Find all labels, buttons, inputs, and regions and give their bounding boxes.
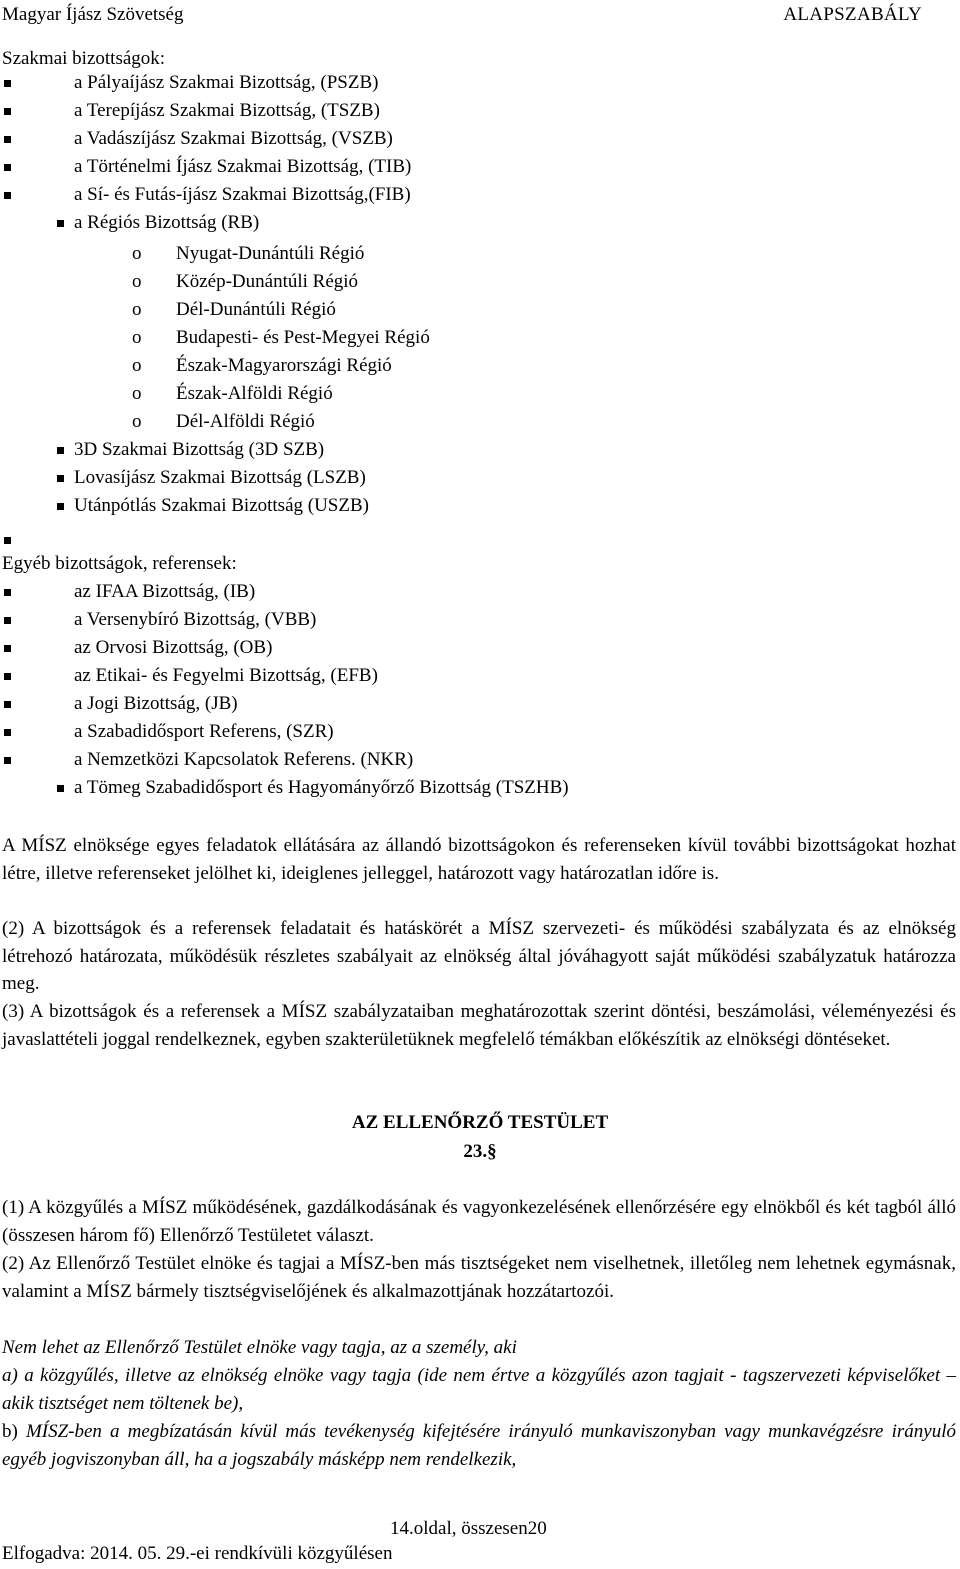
square-bullet-icon xyxy=(4,757,11,764)
list-item: a Tömeg Szabadidősport és Hagyományőrző Bizottság (TSZHB) xyxy=(74,777,569,798)
section-title: AZ ELLENŐRZŐ TESTÜLET xyxy=(351,1112,609,1133)
circle-bullet-icon: o xyxy=(132,299,142,320)
list-item: a Versenybíró Bizottság, (VBB) xyxy=(74,609,317,630)
circle-bullet-icon: o xyxy=(132,243,142,264)
paragraph: (3) A bizottságok és a referensek a MÍSZ szabályzataiban meghatározottak szerint döntési, beszámolási, véleményezési és javaslattételi joggal rendelkeznek, egyben szakterületüknek megfelelő témákban előkészítik az elnökségi döntéseket. xyxy=(2,1001,956,1050)
list-item: a Szabadidősport Referens, (SZR) xyxy=(74,721,334,742)
list-item: Dél-Alföldi Régió xyxy=(176,411,315,432)
list-item: a Sí- és Futás-íjász Szakmai Bizottság,(FIB) xyxy=(74,184,411,205)
square-bullet-icon xyxy=(4,701,11,708)
italic-point-a: a) a közgyűlés, illetve az elnökség elnöke vagy tagja (ide nem értve a közgyűlés azon tagjait - tagszervezeti képviselőket – akik tisztséget nem töltenek be), xyxy=(2,1365,956,1414)
point-b-label: b) xyxy=(2,1421,18,1442)
list-item: a Nemzetközi Kapcsolatok Referens. (NKR) xyxy=(74,749,414,770)
italic-point-b xyxy=(2,1418,956,1473)
paragraph: A MÍSZ elnöksége egyes feladatok ellátására az állandó bizottságokon és referenseken kívül további bizottságokat hozhat létre, illetve referenseket jelölhet ki, ideiglenes jelleggel, határozott vagy határozatlan időre is. xyxy=(2,835,956,884)
square-bullet-icon xyxy=(4,729,11,736)
list-item: Nyugat-Dunántúli Régió xyxy=(176,243,365,264)
square-bullet-icon xyxy=(4,673,11,680)
square-bullet-icon xyxy=(4,537,11,544)
list-item: Közép-Dunántúli Régió xyxy=(176,271,359,292)
list-item: Dél-Dunántúli Régió xyxy=(176,299,336,320)
square-bullet-icon xyxy=(57,503,64,510)
header-organization: Magyar Íjász Szövetség xyxy=(2,4,184,25)
square-bullet-icon xyxy=(4,164,11,171)
square-bullet-icon xyxy=(4,80,11,87)
header-document-title: ALAPSZABÁLY xyxy=(783,4,922,25)
other-committees-title: Egyéb bizottságok, referensek: xyxy=(2,553,237,574)
paragraph: (2) A bizottságok és a referensek feladatait és hatáskörét a MÍSZ szervezeti- és működési szabályzata és az elnökség létrehozó határozata, működésük részletes szabályait az elnökség által jóváhagyott saját működési szabályzatuk határozza meg. xyxy=(2,918,956,995)
circle-bullet-icon: o xyxy=(132,355,142,376)
list-item: Utánpótlás Szakmai Bizottság (USZB) xyxy=(74,495,369,516)
list-item: a Történelmi Íjász Szakmai Bizottság, (TIB) xyxy=(74,156,412,177)
list-item: az IFAA Bizottság, (IB) xyxy=(74,581,256,602)
list-item: a Pályaíjász Szakmai Bizottság, (PSZB) xyxy=(74,72,379,93)
circle-bullet-icon: o xyxy=(132,327,142,348)
professional-committees-title: Szakmai bizottságok: xyxy=(2,48,166,69)
list-item: Észak-Alföldi Régió xyxy=(176,383,333,404)
list-item: Lovasíjász Szakmai Bizottság (LSZB) xyxy=(74,467,366,488)
circle-bullet-icon: o xyxy=(132,271,142,292)
list-item: az Etikai- és Fegyelmi Bizottság, (EFB) xyxy=(74,665,378,686)
list-item: a Vadászíjász Szakmai Bizottság, (VSZB) xyxy=(74,128,393,149)
square-bullet-icon xyxy=(4,589,11,596)
square-bullet-icon xyxy=(57,475,64,482)
list-item: a Jogi Bizottság, (JB) xyxy=(74,693,238,714)
circle-bullet-icon: o xyxy=(132,383,142,404)
square-bullet-icon xyxy=(4,136,11,143)
square-bullet-icon xyxy=(57,220,64,227)
circle-bullet-icon: o xyxy=(132,411,142,432)
section-number: 23.§ xyxy=(463,1141,497,1162)
list-item: Budapesti- és Pest-Megyei Régió xyxy=(176,327,430,348)
italic-intro: Nem lehet az Ellenőrző Testület elnöke vagy tagja, az a személy, aki xyxy=(2,1337,517,1358)
list-item: az Orvosi Bizottság, (OB) xyxy=(74,637,273,658)
list-item: 3D Szakmai Bizottság (3D SZB) xyxy=(74,439,325,460)
square-bullet-icon xyxy=(57,785,64,792)
square-bullet-icon xyxy=(57,447,64,454)
point-b-text: MÍSZ-ben a megbízatásán kívül más tevékenység kifejtésére irányuló munkaviszonyban vagy munkavégzésre irányuló egyéb jogviszonyban áll, ha a jogszabály másképp nem rendelkezik, xyxy=(2,1421,956,1470)
paragraph: (1) A közgyűlés a MÍSZ működésének, gazdálkodásának és vagyonkezelésének ellenőrzésére egy elnökből és két tagból álló (összesen három fő) Ellenőrző Testületet választ. xyxy=(2,1197,956,1246)
list-item: a Terepíjász Szakmai Bizottság, (TSZB) xyxy=(74,100,380,121)
page-number: 14.oldal, összesen20 xyxy=(390,1518,547,1539)
adoption-note: Elfogadva: 2014. 05. 29.-ei rendkívüli közgyűlésen xyxy=(2,1543,393,1564)
square-bullet-icon xyxy=(4,645,11,652)
list-item: Észak-Magyarországi Régió xyxy=(176,355,392,376)
paragraph: (2) Az Ellenőrző Testület elnöke és tagjai a MÍSZ-ben más tisztségeket nem viselhetnek, illetőleg nem lehetnek egymásnak, valamint a MÍSZ bármely tisztségviselőjének és alkalmazottjának hozzátartozói. xyxy=(2,1253,956,1302)
square-bullet-icon xyxy=(4,192,11,199)
list-item: a Régiós Bizottság (RB) xyxy=(74,212,260,233)
square-bullet-icon xyxy=(4,108,11,115)
square-bullet-icon xyxy=(4,617,11,624)
